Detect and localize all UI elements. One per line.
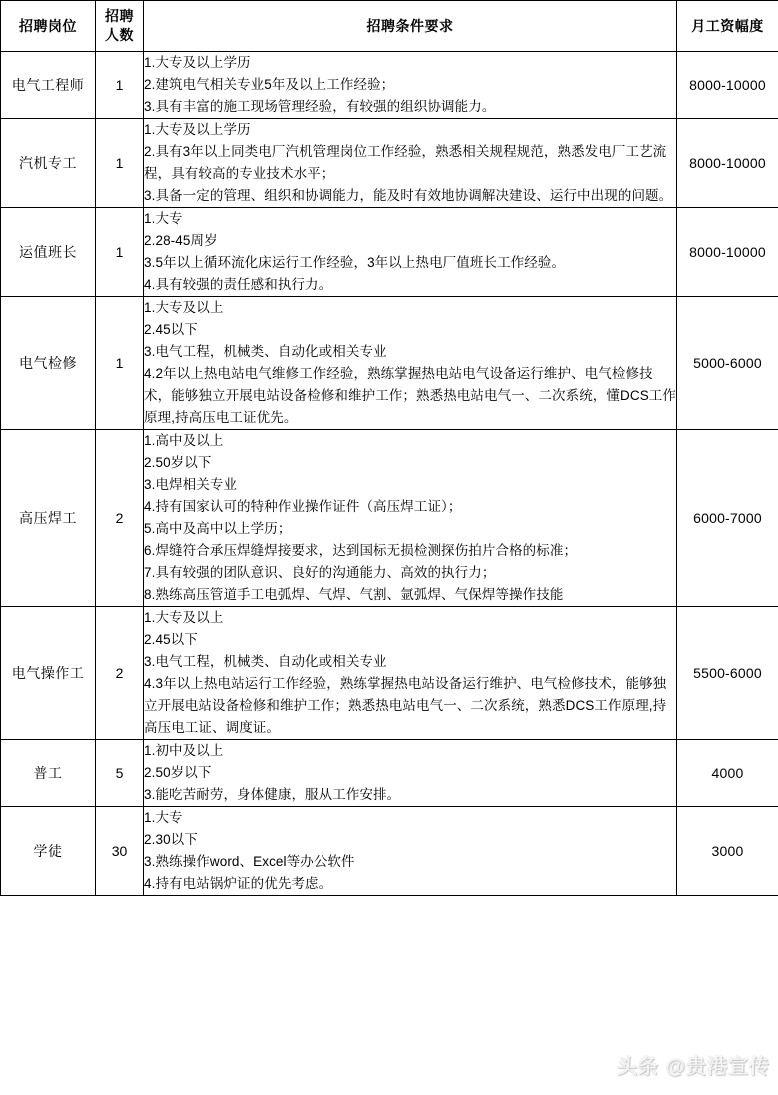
requirement-list xyxy=(144,740,676,806)
cell-position: 电气操作工 xyxy=(1,607,96,740)
cell-position: 电气检修 xyxy=(1,297,96,430)
requirement-item: 2.建筑电气相关专业5年及以上工作经验； xyxy=(144,77,395,92)
table-row xyxy=(1,119,778,208)
requirement-item: 3.电焊相关专业 xyxy=(144,477,238,492)
cell-requirements xyxy=(144,297,677,430)
requirement-list xyxy=(144,607,676,739)
table-row xyxy=(1,297,778,430)
requirement-item: 1.大专 xyxy=(144,810,183,825)
requirement-item: 1.高中及以上 xyxy=(144,433,224,448)
header-salary: 月工资幅度 xyxy=(677,1,778,52)
requirement-item: 1.大专及以上 xyxy=(144,300,224,315)
requirement-item: 6.焊缝符合承压焊缝焊接要求，达到国标无损检测探伤拍片合格的标准； xyxy=(144,543,578,558)
requirement-list xyxy=(144,297,676,429)
cell-position: 汽机专工 xyxy=(1,119,96,208)
requirement-list xyxy=(144,208,676,296)
requirement-item: 5.高中及高中以上学历； xyxy=(144,521,292,536)
cell-requirements xyxy=(144,607,677,740)
requirement-item: 7.具有较强的团队意识、良好的沟通能力、高效的执行力； xyxy=(144,565,496,580)
table-row xyxy=(1,430,778,607)
requirement-item: 4.2年以上热电站电气维修工作经验，熟练掌握热电站电气设备运行维护、电气检修技术，能够独立开展电站设备检修和维护工作；熟悉热电站电气一、二次系统，懂DCS工作原理,持高压电工证优先。 xyxy=(144,366,677,425)
requirement-item: 3.电气工程，机械类、自动化或相关专业 xyxy=(144,344,387,359)
requirement-list xyxy=(144,119,676,207)
requirement-item: 1.大专及以上学历 xyxy=(144,122,251,137)
requirement-item: 3.能吃苦耐劳，身体健康，服从工作安排。 xyxy=(144,787,401,802)
cell-count: 1 xyxy=(96,297,144,430)
requirement-item: 4.持有电站锅炉证的优先考虑。 xyxy=(144,876,333,891)
requirement-list xyxy=(144,430,676,606)
table-row xyxy=(1,208,778,297)
cell-requirements xyxy=(144,208,677,297)
cell-position: 运值班长 xyxy=(1,208,96,297)
cell-salary: 5500-6000 xyxy=(677,607,778,740)
cell-salary: 6000-7000 xyxy=(677,430,778,607)
requirement-item: 3.熟练操作word、Excel等办公软件 xyxy=(144,854,355,869)
cell-count: 5 xyxy=(96,740,144,807)
header-count-line1: 招聘 xyxy=(105,8,134,24)
requirement-item: 2.50岁以下 xyxy=(144,455,212,470)
requirement-item: 2.45以下 xyxy=(144,632,198,647)
requirement-item: 2.具有3年以上同类电厂汽机管理岗位工作经验，熟悉相关规程规范，熟悉发电厂工艺流程，具有较高的专业技术水平； xyxy=(144,144,667,181)
header-position: 招聘岗位 xyxy=(1,1,96,52)
table-body xyxy=(1,52,778,896)
requirement-item: 2.50岁以下 xyxy=(144,765,212,780)
cell-count: 1 xyxy=(96,208,144,297)
cell-position: 电气工程师 xyxy=(1,52,96,119)
table-row xyxy=(1,607,778,740)
cell-count: 30 xyxy=(96,807,144,896)
cell-requirements xyxy=(144,807,677,896)
requirement-item: 2.28-45周岁 xyxy=(144,233,218,248)
cell-requirements xyxy=(144,430,677,607)
table-row xyxy=(1,807,778,896)
header-count-line2: 人数 xyxy=(105,27,134,43)
header-row xyxy=(1,1,778,52)
table-header xyxy=(1,1,778,52)
cell-salary: 3000 xyxy=(677,807,778,896)
cell-salary: 8000-10000 xyxy=(677,119,778,208)
requirement-item: 3.5年以上循环流化床运行工作经验，3年以上热电厂值班长工作经验。 xyxy=(144,255,566,270)
cell-salary: 8000-10000 xyxy=(677,208,778,297)
requirement-item: 2.45以下 xyxy=(144,322,198,337)
requirement-item: 4.具有较强的责任感和执行力。 xyxy=(144,277,333,292)
cell-position: 普工 xyxy=(1,740,96,807)
table-row xyxy=(1,52,778,119)
cell-count: 1 xyxy=(96,52,144,119)
cell-salary: 8000-10000 xyxy=(677,52,778,119)
requirement-item: 3.具有丰富的施工现场管理经验，有较强的组织协调能力。 xyxy=(144,99,496,114)
requirement-list xyxy=(144,807,676,895)
requirement-item: 3.具备一定的管理、组织和协调能力，能及时有效地协调解决建设、运行中出现的问题。 xyxy=(144,188,673,203)
requirement-item: 1.大专 xyxy=(144,211,183,226)
cell-requirements xyxy=(144,52,677,119)
cell-salary: 5000-6000 xyxy=(677,297,778,430)
requirement-item: 3.电气工程，机械类、自动化或相关专业 xyxy=(144,654,387,669)
table-row xyxy=(1,740,778,807)
requirement-item: 4.3年以上热电站运行工作经验，熟练掌握热电站设备运行维护、电气检修技术，能够独立开展电站设备检修和维护工作；熟悉热电站电气一、二次系统，熟悉DCS工作原理,持高压电工证、调度证。 xyxy=(144,676,667,735)
header-count xyxy=(96,1,144,52)
requirement-item: 2.30以下 xyxy=(144,832,198,847)
cell-count: 2 xyxy=(96,430,144,607)
cell-requirements xyxy=(144,740,677,807)
cell-count: 2 xyxy=(96,607,144,740)
cell-requirements xyxy=(144,119,677,208)
cell-position: 高压焊工 xyxy=(1,430,96,607)
requirement-list xyxy=(144,52,676,118)
header-requirements: 招聘条件要求 xyxy=(144,1,677,52)
requirement-item: 1.大专及以上学历 xyxy=(144,55,251,70)
cell-position: 学徒 xyxy=(1,807,96,896)
requirement-item: 1.初中及以上 xyxy=(144,743,224,758)
cell-count: 1 xyxy=(96,119,144,208)
requirement-item: 1.大专及以上 xyxy=(144,610,224,625)
requirement-item: 8.熟练高压管道手工电弧焊、气焊、气割、氩弧焊、气保焊等操作技能 xyxy=(144,587,564,602)
cell-salary: 4000 xyxy=(677,740,778,807)
requirement-item: 4.持有国家认可的特种作业操作证件（高压焊工证）； xyxy=(144,499,462,514)
watermark: 头条 @贵港宣传 xyxy=(616,1056,770,1078)
